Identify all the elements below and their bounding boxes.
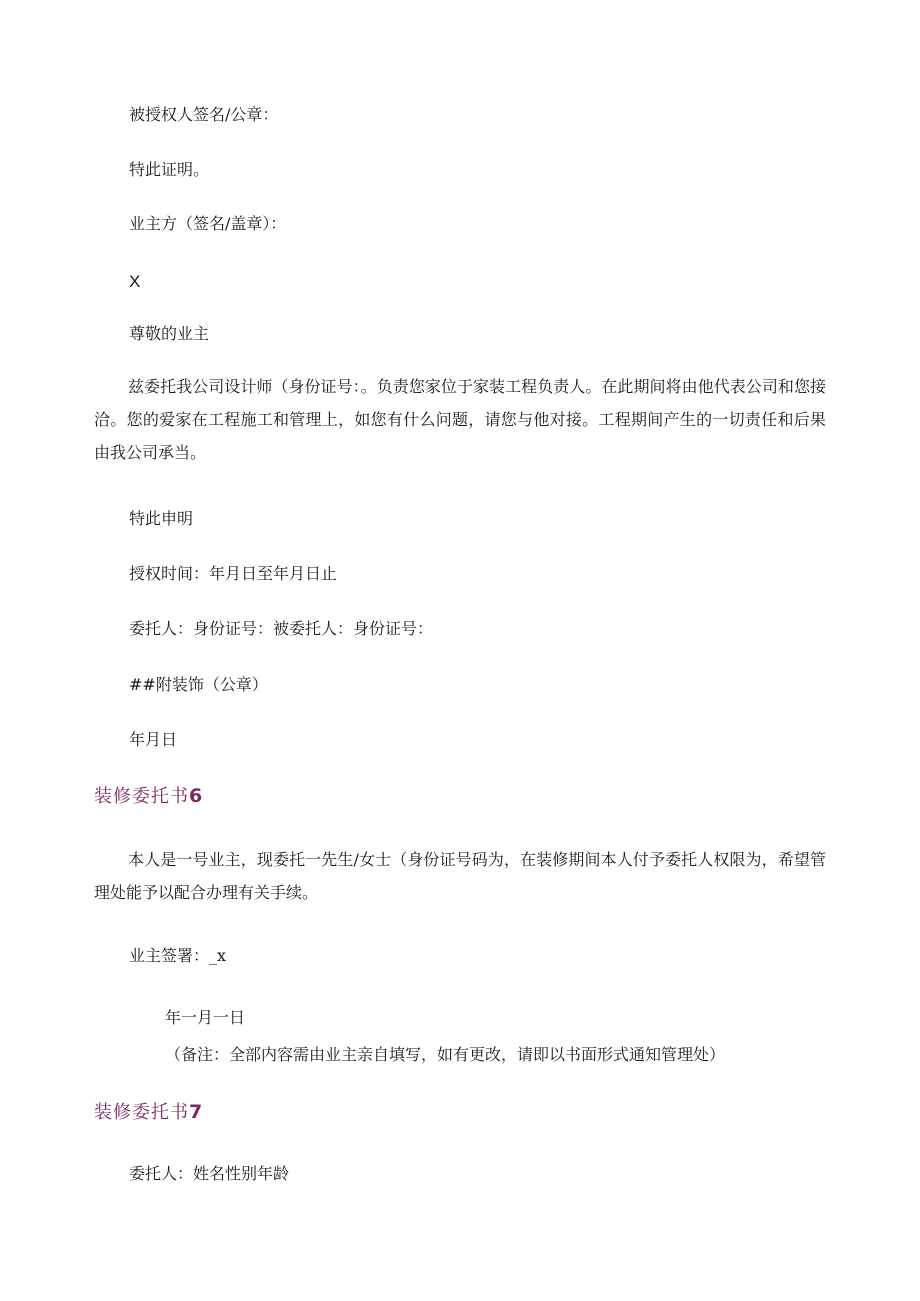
heading-7-text: 装修委托书 — [94, 1102, 189, 1123]
authorization-period-line: 授权时间：年月日至年月日止 — [129, 564, 338, 583]
certification-line: 特此证明。 — [129, 160, 210, 179]
remark-note: （备注：全部内容需由业主亲自填写，如有更改，请即以书面形式通知管理处） — [165, 1045, 726, 1064]
heading-6-text: 装修委托书 — [94, 786, 189, 807]
declaration-line: 特此申明 — [129, 509, 194, 528]
owner-signature-line: 业主方（签名/盖章）： — [129, 214, 287, 233]
date-line: 年月日 — [129, 730, 178, 749]
delegation-paragraph: 兹委托我公司设计师（身份证号：。负责您家位于家装工程负责人。在此期间将由他代表公司和您接洽。您的爱家在工程施工和管理上，如您有什么问题，请您与他对接。工程期间产生的一切责任和后果由我公司承当。 — [94, 377, 826, 462]
authorized-signature-line: 被授权人签名/公章： — [129, 105, 279, 124]
company-seal-line: ##附装饰（公章） — [129, 675, 268, 694]
heading-6-number: 6 — [189, 785, 204, 807]
x-mark: X — [129, 272, 141, 291]
section-heading-6 — [94, 785, 203, 808]
owner-signature-x: 业主签署：_x — [129, 946, 227, 965]
principal-agent-id-line: 委托人：身份证号：被委托人：身份证号： — [129, 619, 434, 638]
section-heading-7 — [94, 1101, 203, 1124]
salutation: 尊敬的业主 — [129, 324, 210, 343]
heading-7-number: 7 — [189, 1101, 204, 1123]
date-blank-line: 年一月一日 — [165, 1008, 246, 1027]
owner-entrust-paragraph: 本人是一号业主，现委托一先生/女士（身份证号码为，在装修期间本人付予委托人权限为，希望管理处能予以配合办理有关手续。 — [94, 850, 826, 902]
principal-info-line: 委托人：姓名性别年龄 — [129, 1164, 290, 1183]
